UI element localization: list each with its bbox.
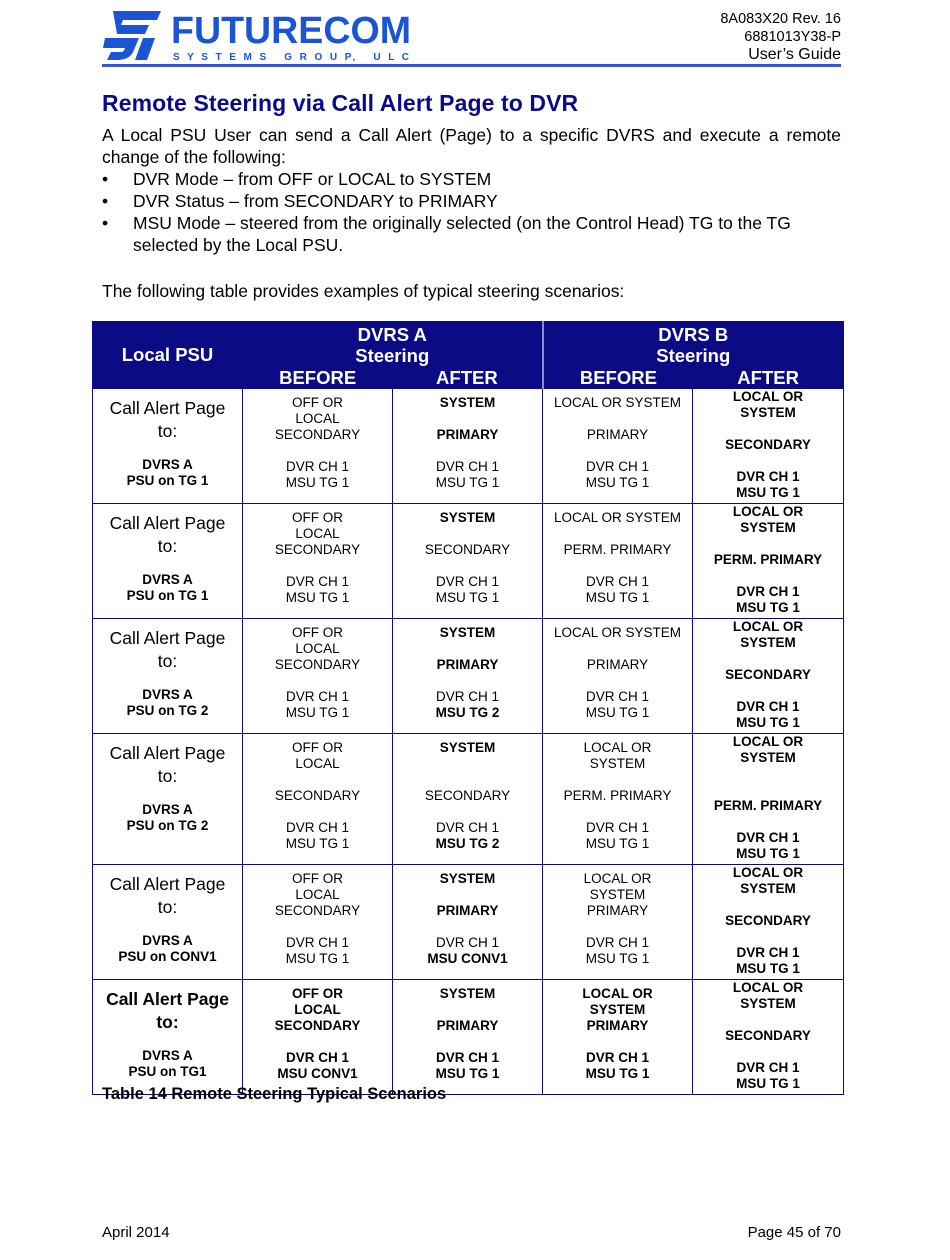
header-dvrs-a-after: AFTER [436, 367, 498, 388]
cell-line: DVR CH 1 [736, 1060, 800, 1075]
cell-line: LOCAL [295, 756, 340, 771]
list-item-text: DVR Status – from SECONDARY to PRIMARY [133, 191, 498, 211]
cell-line: MSU TG 1 [435, 475, 500, 490]
cell-line: MSU TG 1 [585, 951, 650, 966]
cell-line: LOCAL [295, 641, 340, 656]
table-intro: The following table provides examples of typical steering scenarios: [102, 281, 625, 301]
cell-line: MSU TG 1 [285, 475, 350, 490]
cell-line: LOCAL OR [732, 619, 804, 634]
cell-line: DVR CH 1 [435, 820, 499, 835]
cell-line: OFF OR [292, 740, 343, 755]
cell-text: PSU on TG 2 [126, 703, 209, 718]
cell-line: OFF OR [292, 395, 343, 410]
cell-line: LOCAL OR [583, 740, 652, 755]
cell-line: SECONDARY [725, 437, 811, 452]
cell-line: OFF OR [292, 986, 343, 1001]
section-title: Remote Steering via Call Alert Page to DVR [102, 90, 579, 116]
cell-line: LOCAL [295, 526, 340, 541]
table-row [93, 865, 844, 980]
cell-text: DVRS A [142, 802, 193, 817]
cell-line: SYSTEM [589, 887, 646, 902]
header-dvrs-a-steering: Steering [355, 345, 430, 366]
cell-line: SYSTEM [740, 405, 796, 420]
cell-text: Call Alert Page [109, 743, 226, 763]
cell-text: DVRS A [142, 933, 193, 948]
cell-dvrs-b-before [543, 980, 693, 1095]
cell-line: SECONDARY [274, 1018, 361, 1033]
cell-text: Call Alert Page [109, 513, 226, 533]
cell-dvrs-b-after [693, 980, 844, 1095]
cell-line: PRIMARY [436, 903, 499, 918]
cell-line: LOCAL OR [732, 865, 804, 880]
steering-scenarios-table [92, 321, 844, 1095]
cell-local-psu [93, 619, 243, 734]
header-dvrs-a [243, 322, 543, 389]
header-local-psu [93, 322, 243, 389]
cell-line: MSU TG 1 [435, 590, 500, 605]
cell-line: MSU TG 1 [285, 590, 350, 605]
cell-line: SYSTEM [740, 881, 796, 896]
cell-text: PSU on TG 2 [126, 818, 209, 833]
cell-dvrs-b-before [543, 504, 693, 619]
cell-line: MSU TG 1 [736, 715, 800, 730]
table-row [93, 980, 844, 1095]
cell-line: SECONDARY [424, 542, 511, 557]
cell-dvrs-a-before [243, 504, 393, 619]
cell-line: LOCAL OR SYSTEM [553, 510, 682, 525]
cell-text: to: [156, 1012, 179, 1032]
list-item [102, 190, 841, 212]
cell-dvrs-b-after [693, 734, 844, 865]
guide-label: User’s Guide [748, 46, 841, 63]
cell-line: SYSTEM [439, 740, 496, 755]
cell-line: MSU TG 1 [736, 485, 800, 500]
cell-line: SYSTEM [439, 625, 496, 640]
list-item-text: DVR Mode – from OFF or LOCAL to SYSTEM [133, 169, 492, 189]
header-dvrs-a-title: DVRS A [357, 324, 427, 345]
cell-line: MSU TG 1 [736, 1076, 800, 1091]
cell-line: DVR CH 1 [585, 689, 649, 704]
header-dvrs-a-before: BEFORE [279, 367, 357, 388]
cell-line: LOCAL OR SYSTEM [553, 395, 682, 410]
cell-line: MSU TG 1 [285, 951, 350, 966]
cell-line: SECONDARY [274, 427, 361, 442]
cell-line: DVR CH 1 [736, 699, 800, 714]
list-item [102, 168, 841, 190]
cell-line: SYSTEM [740, 750, 796, 765]
cell-text: to: [157, 766, 178, 786]
cell-line: SECONDARY [725, 913, 811, 928]
cell-line: LOCAL OR [732, 389, 804, 404]
bullet-icon: • [102, 191, 109, 211]
cell-line: DVR CH 1 [435, 459, 499, 474]
cell-text: DVRS A [142, 457, 193, 472]
cell-line: DVR CH 1 [736, 584, 800, 599]
list-item [102, 212, 841, 256]
cell-line: DVR CH 1 [585, 1050, 649, 1065]
cell-line: PRIMARY [586, 1018, 649, 1033]
cell-line: MSU TG 1 [285, 705, 350, 720]
table-body [93, 389, 844, 1095]
cell-line: PERM. PRIMARY [713, 552, 823, 567]
cell-local-psu [93, 734, 243, 865]
cell-line: DVR CH 1 [285, 1050, 349, 1065]
header-divider [102, 64, 841, 67]
cell-line: PRIMARY [586, 427, 649, 442]
table-row [93, 619, 844, 734]
cell-text: Call Alert Page [109, 398, 226, 418]
cell-local-psu [93, 865, 243, 980]
cell-line: PRIMARY [436, 1018, 499, 1033]
table-row [93, 389, 844, 504]
cell-dvrs-a-after [393, 619, 543, 734]
cell-line: MSU TG 1 [585, 705, 650, 720]
cell-dvrs-b-before [543, 865, 693, 980]
cell-dvrs-b-after [693, 389, 844, 504]
cell-line: DVR CH 1 [585, 459, 649, 474]
cell-text: Call Alert Page [106, 989, 229, 1009]
cell-text: PSU on TG 1 [126, 473, 209, 488]
cell-text: to: [157, 651, 178, 671]
cell-dvrs-b-after [693, 865, 844, 980]
cell-line: DVR CH 1 [585, 935, 649, 950]
cell-dvrs-b-before [543, 619, 693, 734]
table-caption: Table 14 Remote Steering Typical Scenarios [102, 1085, 447, 1103]
cell-dvrs-a-before [243, 865, 393, 980]
cell-line: DVR CH 1 [435, 574, 499, 589]
cell-line: DVR CH 1 [285, 935, 349, 950]
cell-line: SECONDARY [424, 788, 511, 803]
cell-line: LOCAL [295, 887, 340, 902]
cell-line: LOCAL OR [732, 504, 804, 519]
header-dvrs-b-before: BEFORE [579, 367, 657, 388]
logo-subtext: S Y S T E M S G R O U P, U L C [173, 52, 410, 63]
cell-dvrs-a-after [393, 389, 543, 504]
cell-line: DVR CH 1 [736, 830, 800, 845]
cell-line: SECONDARY [274, 542, 361, 557]
cell-dvrs-a-before [243, 619, 393, 734]
cell-line: MSU TG 1 [435, 1066, 500, 1081]
cell-text: DVRS A [142, 687, 193, 702]
document-reference [720, 10, 841, 64]
cell-line: MSU TG 2 [435, 836, 500, 851]
cell-line: SYSTEM [439, 395, 496, 410]
part-number: 6881013Y38-P [744, 29, 841, 45]
cell-line: SECONDARY [274, 788, 361, 803]
cell-line: LOCAL [295, 411, 340, 426]
footer-date: April 2014 [102, 1224, 170, 1241]
cell-line: PERM. PRIMARY [713, 798, 823, 813]
cell-line: MSU TG 1 [585, 1066, 650, 1081]
cell-line: DVR CH 1 [435, 1050, 499, 1065]
cell-line: LOCAL OR [583, 871, 652, 886]
cell-line: OFF OR [292, 625, 343, 640]
cell-line: PERM. PRIMARY [563, 788, 672, 803]
cell-text: Call Alert Page [109, 628, 226, 648]
cell-line: DVR CH 1 [285, 689, 349, 704]
cell-dvrs-b-after [693, 504, 844, 619]
bullet-icon: • [102, 169, 109, 189]
futurecom-logo [103, 8, 415, 66]
cell-line: PRIMARY [586, 657, 649, 672]
cell-line: OFF OR [292, 510, 343, 525]
list-item-text: MSU Mode – steered from the originally selected (on the Control Head) TG to the TG selected by the Local PSU. [133, 213, 791, 255]
cell-local-psu [93, 980, 243, 1095]
table-row [93, 504, 844, 619]
cell-text: DVRS A [142, 1048, 193, 1063]
cell-line: LOCAL [294, 1002, 341, 1017]
cell-dvrs-b-after [693, 619, 844, 734]
cell-line: SYSTEM [589, 756, 646, 771]
cell-line: MSU TG 1 [285, 836, 350, 851]
cell-line: DVR CH 1 [285, 820, 349, 835]
cell-dvrs-b-before [543, 389, 693, 504]
cell-text: to: [157, 421, 178, 441]
cell-line: SYSTEM [439, 510, 496, 525]
cell-line: MSU TG 1 [585, 836, 650, 851]
cell-line: MSU TG 1 [736, 961, 800, 976]
cell-line: LOCAL OR [732, 734, 804, 749]
cell-line: OFF OR [292, 871, 343, 886]
cell-line: MSU CONV1 [277, 1066, 358, 1081]
cell-dvrs-a-before [243, 734, 393, 865]
cell-line: MSU TG 1 [585, 590, 650, 605]
cell-line: SYSTEM [589, 1002, 646, 1017]
bullet-list [102, 168, 841, 256]
cell-local-psu [93, 504, 243, 619]
cell-line: PERM. PRIMARY [563, 542, 672, 557]
cell-text: PSU on CONV1 [118, 949, 217, 964]
header-dvrs-b-steering: Steering [656, 345, 731, 366]
cell-line: DVR CH 1 [285, 574, 349, 589]
cell-text: PSU on TG1 [128, 1064, 207, 1079]
cell-dvrs-a-after [393, 504, 543, 619]
cell-line: DVR CH 1 [736, 469, 800, 484]
cell-line: DVR CH 1 [736, 945, 800, 960]
cell-dvrs-a-before [243, 389, 393, 504]
logo-wordmark: FUTURECOM [171, 10, 411, 52]
cell-line: SYSTEM [740, 635, 796, 650]
cell-dvrs-a-after [393, 734, 543, 865]
cell-line: SYSTEM [439, 986, 496, 1001]
cell-line: MSU TG 1 [736, 600, 800, 615]
cell-line: MSU TG 1 [585, 475, 650, 490]
cell-line: DVR CH 1 [585, 820, 649, 835]
cell-line: LOCAL OR [582, 986, 653, 1001]
header-dvrs-b [543, 322, 844, 389]
cell-text: to: [157, 897, 178, 917]
cell-line: SYSTEM [740, 520, 796, 535]
cell-text: to: [157, 536, 178, 556]
cell-line: SECONDARY [725, 1028, 811, 1043]
cell-line: MSU TG 1 [736, 846, 800, 861]
cell-line: SECONDARY [274, 903, 361, 918]
cell-line: PRIMARY [586, 903, 649, 918]
cell-line: MSU CONV1 [427, 951, 508, 966]
cell-dvrs-a-after [393, 865, 543, 980]
cell-text: PSU on TG 1 [126, 588, 209, 603]
cell-line: SECONDARY [274, 657, 361, 672]
bullet-icon: • [102, 213, 109, 233]
header-dvrs-b-title: DVRS B [658, 324, 729, 345]
cell-line: DVR CH 1 [435, 689, 499, 704]
cell-line: DVR CH 1 [285, 459, 349, 474]
doc-number: 8A083X20 Rev. 16 [720, 11, 841, 27]
cell-dvrs-a-after [393, 980, 543, 1095]
cell-line: DVR CH 1 [585, 574, 649, 589]
cell-line: DVR CH 1 [435, 935, 499, 950]
cell-line: SYSTEM [439, 871, 496, 886]
cell-dvrs-b-before [543, 734, 693, 865]
intro-paragraph: A Local PSU User can send a Call Alert (Page) to a specific DVRS and execute a remote change of the following: [102, 125, 841, 167]
cell-dvrs-a-before [243, 980, 393, 1095]
cell-line: MSU TG 2 [435, 705, 500, 720]
cell-text: DVRS A [142, 572, 193, 587]
cell-line: SECONDARY [725, 667, 811, 682]
cell-local-psu [93, 389, 243, 504]
cell-text: Call Alert Page [109, 874, 226, 894]
cell-line: SYSTEM [740, 996, 796, 1011]
header-local-psu-label: Local PSU [121, 344, 214, 365]
cell-line: PRIMARY [436, 427, 499, 442]
cell-line: PRIMARY [436, 657, 499, 672]
footer-page-number: Page 45 of 70 [747, 1224, 841, 1241]
table-header-row [93, 322, 844, 389]
cell-line: LOCAL OR SYSTEM [553, 625, 682, 640]
table-row [93, 734, 844, 865]
header-dvrs-b-after: AFTER [737, 367, 799, 388]
cell-line: LOCAL OR [732, 980, 804, 995]
